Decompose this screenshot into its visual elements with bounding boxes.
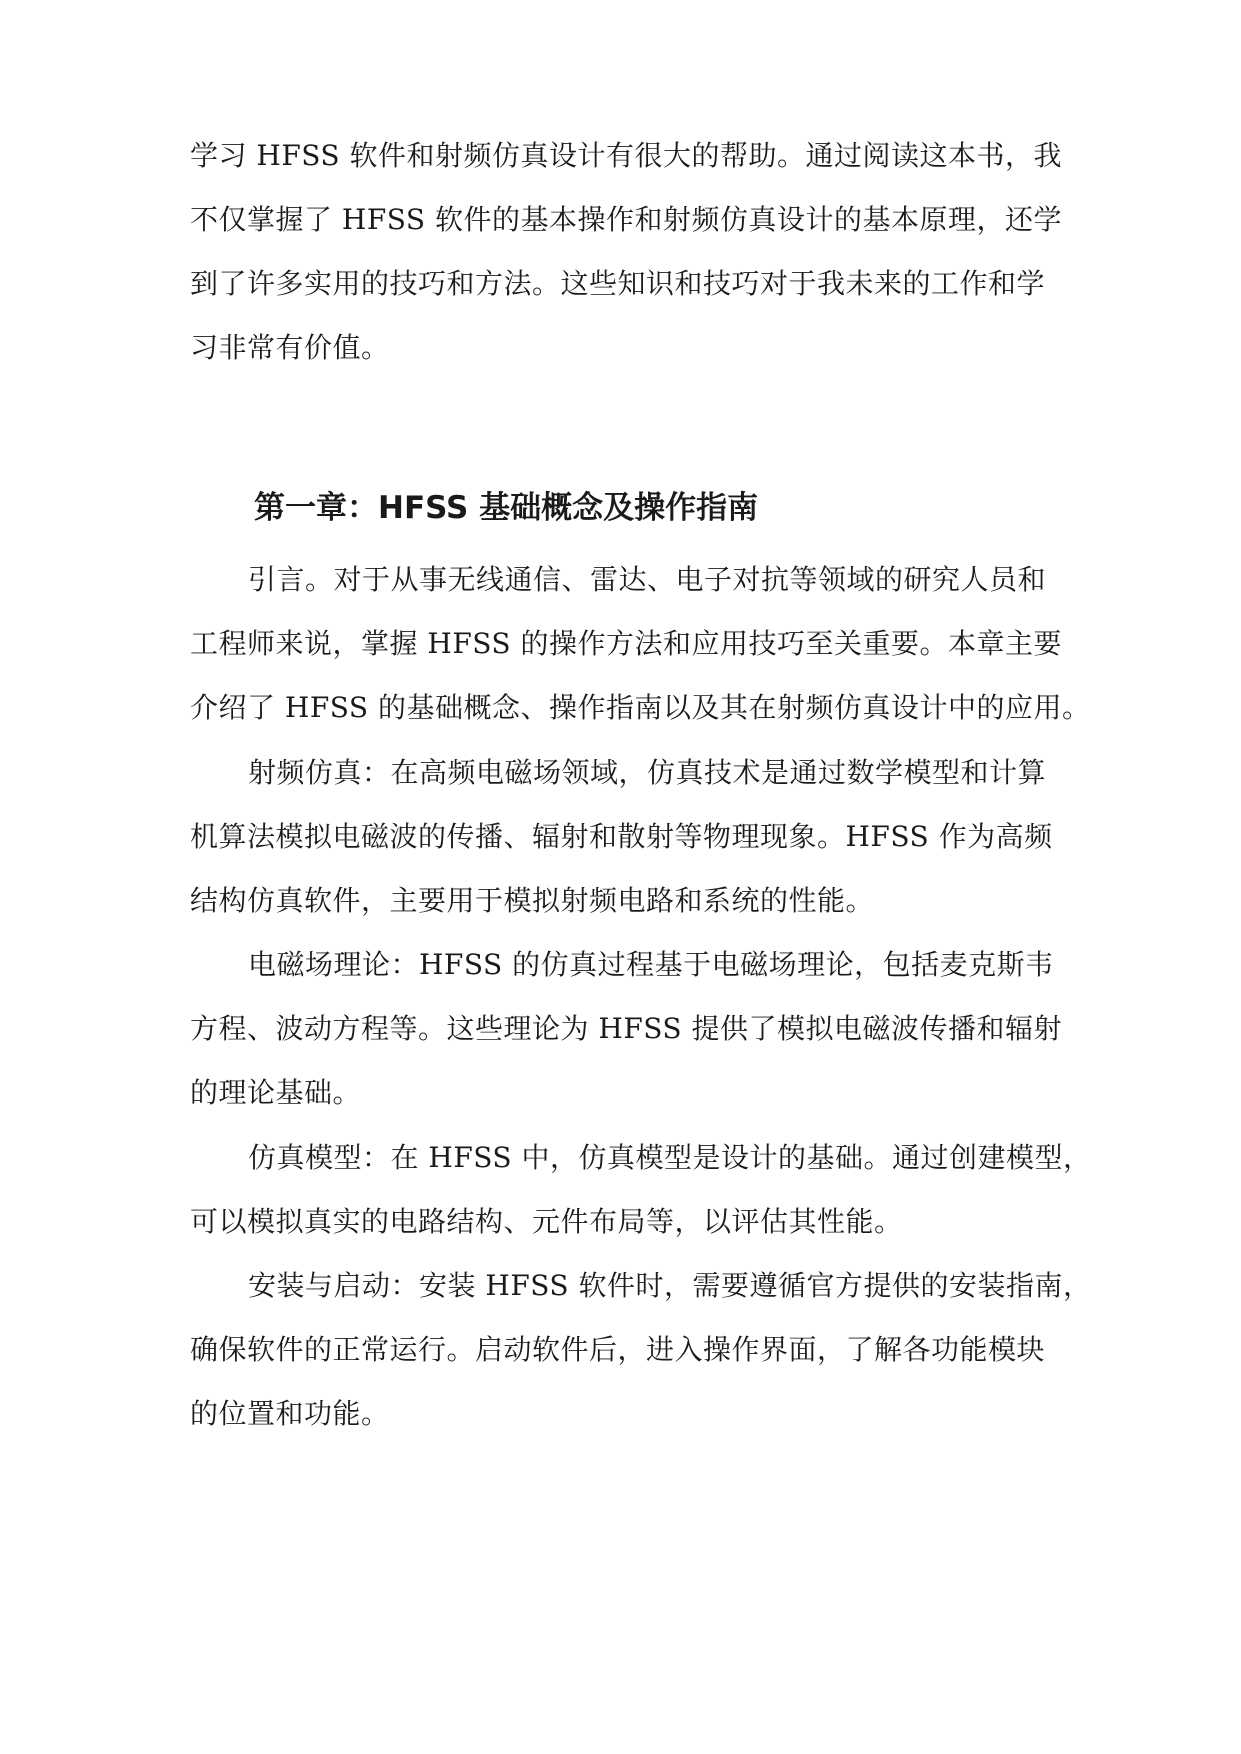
paragraph-4-line-1: 仿真模型：在 HFSS 中，仿真模型是设计的基础。通过创建模型，	[248, 1141, 1092, 1174]
chapter-heading: 第一章：HFSS 基础概念及操作指南	[254, 490, 759, 526]
paragraph-2-line-3: 结构仿真软件，主要用于模拟射频电路和系统的性能。	[190, 884, 875, 917]
paragraph-5-line-3: 的位置和功能。	[190, 1397, 390, 1430]
paragraph-3-line-1: 电磁场理论：HFSS 的仿真过程基于电磁场理论，包括麦克斯韦	[248, 948, 1054, 981]
paragraph-1-line-2: 工程师来说，掌握 HFSS 的操作方法和应用技巧至关重要。本章主要	[190, 627, 1063, 660]
paragraph-2-line-1: 射频仿真：在高频电磁场领域，仿真技术是通过数学模型和计算	[248, 756, 1047, 789]
paragraph-2-line-2: 机算法模拟电磁波的传播、辐射和散射等物理现象。HFSS 作为高频	[190, 820, 1053, 853]
intro-line-3: 到了许多实用的技巧和方法。这些知识和技巧对于我未来的工作和学	[190, 267, 1046, 300]
paragraph-3-line-3: 的理论基础。	[190, 1076, 362, 1109]
paragraph-5-line-2: 确保软件的正常运行。启动软件后，进入操作界面，了解各功能模块	[190, 1333, 1046, 1366]
paragraph-1-line-3: 介绍了 HFSS 的基础概念、操作指南以及其在射频仿真设计中的应用。	[190, 691, 1091, 724]
intro-line-4: 习非常有价值。	[190, 331, 390, 364]
paragraph-1-line-1: 引言。对于从事无线通信、雷达、电子对抗等领域的研究人员和	[248, 563, 1047, 596]
intro-line-1: 学习 HFSS 软件和射频仿真设计有很大的帮助。通过阅读这本书，我	[190, 139, 1063, 172]
paragraph-3-line-2: 方程、波动方程等。这些理论为 HFSS 提供了模拟电磁波传播和辐射	[190, 1012, 1063, 1045]
paragraph-5-line-1: 安装与启动：安装 HFSS 软件时，需要遵循官方提供的安装指南，	[248, 1269, 1092, 1302]
intro-line-2: 不仅掌握了 HFSS 软件的基本操作和射频仿真设计的基本原理，还学	[190, 203, 1063, 236]
paragraph-4-line-2: 可以模拟真实的电路结构、元件布局等，以评估其性能。	[190, 1205, 903, 1238]
